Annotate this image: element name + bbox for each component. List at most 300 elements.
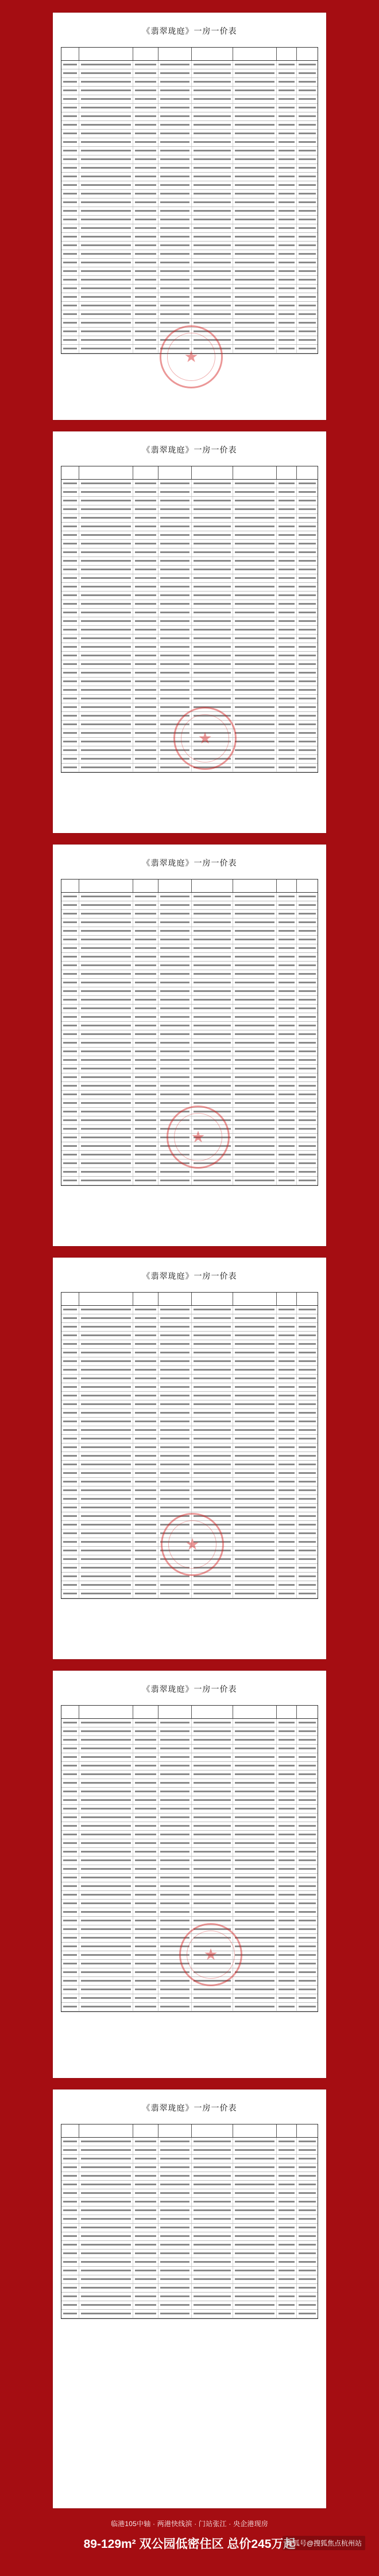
table-cell (158, 1762, 192, 1770)
cell-text-placeholder (160, 1834, 190, 1835)
cell-text-placeholder (279, 1094, 295, 1095)
table-cell (277, 695, 297, 703)
cell-text-placeholder (299, 2149, 316, 2151)
table-row (61, 540, 318, 548)
table-cell (79, 1418, 133, 1426)
table-cell (192, 686, 233, 694)
table-cell (297, 285, 318, 293)
header-cell (61, 466, 79, 479)
cell-text-placeholder (63, 1945, 77, 1947)
table-cell (297, 267, 318, 275)
cell-text-placeholder (63, 1429, 77, 1431)
cell-text-placeholder (81, 2287, 131, 2289)
header-cell (277, 1293, 297, 1305)
cell-text-placeholder (63, 210, 77, 212)
cell-text-placeholder (135, 1137, 157, 1138)
cell-text-placeholder (63, 1438, 77, 1439)
cell-text-placeholder (279, 603, 295, 605)
cell-text-placeholder (279, 1928, 295, 1930)
cell-text-placeholder (299, 1128, 316, 1130)
table-cell (233, 1108, 277, 1116)
cell-text-placeholder (63, 1489, 77, 1491)
cell-text-placeholder (299, 1868, 316, 1870)
cell-text-placeholder (63, 1558, 77, 1560)
cell-text-placeholder (81, 560, 131, 562)
table-cell (79, 1822, 133, 1830)
cell-text-placeholder (235, 663, 274, 665)
table-cell (61, 1375, 79, 1383)
table-cell (192, 1073, 233, 1081)
table-cell (61, 1426, 79, 1434)
cell-text-placeholder (279, 2287, 295, 2289)
cell-text-placeholder (135, 569, 157, 570)
cell-text-placeholder (235, 227, 274, 229)
table-cell (79, 319, 133, 327)
cell-text-placeholder (63, 1584, 77, 1586)
cell-text-placeholder (235, 1868, 274, 1870)
table-cell (133, 1487, 159, 1495)
cell-text-placeholder (160, 569, 190, 570)
table-cell (158, 1891, 192, 1899)
table-cell (192, 1882, 233, 1890)
cell-text-placeholder (160, 2141, 190, 2142)
table-cell (297, 2138, 318, 2146)
cell-text-placeholder (299, 107, 316, 108)
cell-text-placeholder (135, 2227, 157, 2228)
table-cell (79, 138, 133, 146)
table-cell (79, 1159, 133, 1168)
table-cell (277, 1581, 297, 1589)
table-row (61, 2172, 318, 2181)
cell-text-placeholder (160, 1033, 190, 1035)
table-cell (277, 635, 297, 643)
table-cell (79, 130, 133, 138)
table-cell (192, 531, 233, 539)
table-row (61, 1418, 318, 1426)
table-row (61, 936, 318, 944)
table-cell (233, 1392, 277, 1400)
table-cell (158, 224, 192, 232)
table-cell (158, 970, 192, 978)
cell-text-placeholder (135, 72, 157, 74)
table-cell (297, 1831, 318, 1839)
cell-text-placeholder (135, 1050, 157, 1052)
table-cell (61, 1839, 79, 1847)
cell-text-placeholder (194, 896, 230, 897)
cell-text-placeholder (299, 534, 316, 536)
cell-text-placeholder (279, 921, 295, 923)
cell-text-placeholder (194, 1739, 230, 1741)
cell-text-placeholder (63, 560, 77, 562)
cell-text-placeholder (279, 1894, 295, 1896)
table-row (61, 173, 318, 181)
table-cell (233, 1168, 277, 1176)
cell-text-placeholder (81, 999, 131, 1001)
cell-text-placeholder (63, 1765, 77, 1766)
cell-text-placeholder (279, 1945, 295, 1947)
table-cell (233, 1839, 277, 1847)
table-cell (297, 69, 318, 77)
table-cell (297, 1521, 318, 1529)
header-cell (297, 48, 318, 60)
table-cell (297, 1159, 318, 1168)
table-cell (61, 996, 79, 1004)
cell-text-placeholder (279, 150, 295, 151)
cell-text-placeholder (135, 2184, 157, 2185)
table-cell (277, 566, 297, 574)
seal-stamp (179, 1923, 242, 1986)
cell-text-placeholder (194, 1412, 230, 1414)
cell-text-placeholder (135, 1403, 157, 1405)
cell-text-placeholder (160, 913, 190, 915)
cell-text-placeholder (81, 1068, 131, 1069)
table-cell (61, 1504, 79, 1512)
cell-text-placeholder (135, 973, 157, 975)
table-cell (297, 721, 318, 729)
cell-text-placeholder (194, 2304, 230, 2306)
table-cell (79, 488, 133, 496)
cell-text-placeholder (235, 990, 274, 992)
table-cell (233, 1366, 277, 1374)
table-cell (158, 574, 192, 582)
table-cell (79, 1177, 133, 1185)
table-cell (61, 1116, 79, 1124)
table-cell (233, 1435, 277, 1443)
table-cell (133, 1814, 159, 1822)
table-cell (277, 583, 297, 591)
cell-text-placeholder (81, 689, 131, 691)
table-cell (277, 1538, 297, 1546)
cell-text-placeholder (279, 655, 295, 656)
table-cell (297, 1332, 318, 1340)
table-cell (133, 1538, 159, 1546)
table-cell (79, 1925, 133, 1933)
table-cell (297, 1142, 318, 1150)
table-cell (79, 643, 133, 651)
header-cell (277, 48, 297, 60)
cell-text-placeholder (194, 956, 230, 958)
cell-text-placeholder (279, 1541, 295, 1543)
table-cell (158, 1865, 192, 1873)
table-cell (79, 181, 133, 189)
table-cell (158, 1822, 192, 1830)
cell-text-placeholder (299, 158, 316, 160)
cell-text-placeholder (235, 107, 274, 108)
table-cell (297, 242, 318, 250)
cell-text-placeholder (194, 930, 230, 932)
cell-text-placeholder (63, 1472, 77, 1474)
table-cell (79, 310, 133, 318)
table-cell (79, 2310, 133, 2318)
cell-text-placeholder (63, 1317, 77, 1319)
cell-text-placeholder (160, 698, 190, 699)
seal-star-icon: ★ (184, 348, 199, 365)
cell-text-placeholder (235, 2209, 274, 2211)
cell-text-placeholder (194, 167, 230, 169)
cell-text-placeholder (160, 586, 190, 587)
table-cell (79, 2163, 133, 2172)
cell-text-placeholder (160, 1722, 190, 1723)
table-cell (61, 2198, 79, 2206)
table-cell (79, 1099, 133, 1107)
cell-text-placeholder (299, 1162, 316, 1164)
table-cell (158, 893, 192, 901)
table-cell (133, 2189, 159, 2197)
cell-text-placeholder (279, 253, 295, 255)
table-cell (192, 652, 233, 660)
cell-text-placeholder (135, 1902, 157, 1904)
table-row (61, 2155, 318, 2163)
cell-text-placeholder (299, 1954, 316, 1956)
cell-text-placeholder (299, 1429, 316, 1431)
cell-text-placeholder (299, 543, 316, 544)
cell-text-placeholder (279, 2313, 295, 2314)
cell-text-placeholder (160, 973, 190, 975)
table-cell (133, 1762, 159, 1770)
table-cell (277, 643, 297, 651)
table-cell (79, 953, 133, 961)
header-cell (192, 466, 233, 479)
cell-text-placeholder (135, 1773, 157, 1775)
cell-text-placeholder (135, 766, 157, 768)
table-cell (133, 910, 159, 918)
table-row (61, 1770, 318, 1779)
cell-text-placeholder (235, 921, 274, 923)
table-cell (158, 540, 192, 548)
table-cell (133, 199, 159, 207)
table-cell (297, 336, 318, 344)
table-cell (61, 233, 79, 241)
table-cell (133, 1400, 159, 1408)
table-cell (133, 686, 159, 694)
cell-text-placeholder (235, 655, 274, 656)
table-cell (61, 1770, 79, 1779)
table-cell (61, 1357, 79, 1365)
cell-text-placeholder (194, 1102, 230, 1104)
table-cell (192, 310, 233, 318)
table-cell (79, 609, 133, 617)
table-cell (61, 259, 79, 267)
table-cell (133, 901, 159, 909)
cell-text-placeholder (135, 758, 157, 760)
table-cell (61, 267, 79, 275)
cell-text-placeholder (299, 947, 316, 949)
price-sheet-6 (53, 2089, 326, 2508)
table-cell (158, 155, 192, 164)
cell-text-placeholder (194, 1808, 230, 1810)
table-cell (233, 1357, 277, 1365)
cell-text-placeholder (81, 715, 131, 717)
cell-text-placeholder (81, 2295, 131, 2297)
cell-text-placeholder (279, 193, 295, 194)
cell-text-placeholder (63, 896, 77, 897)
cell-text-placeholder (81, 2261, 131, 2263)
cell-text-placeholder (279, 81, 295, 83)
cell-text-placeholder (63, 500, 77, 501)
table-cell (233, 1443, 277, 1452)
table-cell (277, 936, 297, 944)
table-cell (233, 1994, 277, 2002)
table-row (61, 566, 318, 574)
cell-text-placeholder (63, 1885, 77, 1887)
table-cell (158, 1874, 192, 1882)
table-cell (133, 1573, 159, 1581)
cell-text-placeholder (81, 1111, 131, 1112)
table-cell (297, 755, 318, 763)
cell-text-placeholder (235, 1894, 274, 1896)
cell-text-placeholder (299, 1816, 316, 1818)
table-cell (158, 1917, 192, 1925)
table-cell (158, 1400, 192, 1408)
cell-text-placeholder (63, 1782, 77, 1784)
table-cell (79, 1056, 133, 1064)
table-cell (277, 1839, 297, 1847)
cell-text-placeholder (63, 81, 77, 83)
cell-text-placeholder (135, 1386, 157, 1388)
cell-text-placeholder (160, 1360, 190, 1362)
cell-text-placeholder (81, 227, 131, 229)
cell-text-placeholder (279, 158, 295, 160)
cell-text-placeholder (279, 706, 295, 708)
cell-text-placeholder (81, 1085, 131, 1087)
table-cell (133, 1073, 159, 1081)
cell-text-placeholder (81, 1541, 131, 1543)
cell-text-placeholder (63, 982, 77, 983)
cell-text-placeholder (299, 313, 316, 315)
table-row (61, 2138, 318, 2146)
cell-text-placeholder (81, 1137, 131, 1138)
cell-text-placeholder (279, 973, 295, 975)
table-cell (297, 1822, 318, 1830)
cell-text-placeholder (194, 569, 230, 570)
cell-text-placeholder (81, 2006, 131, 2007)
table-cell (158, 686, 192, 694)
cell-text-placeholder (63, 133, 77, 134)
table-cell (158, 121, 192, 129)
cell-text-placeholder (135, 1825, 157, 1827)
cell-text-placeholder (160, 1980, 190, 1982)
header-cell (158, 466, 192, 479)
cell-text-placeholder (63, 1791, 77, 1792)
table-cell (277, 2155, 297, 2163)
cell-text-placeholder (299, 1877, 316, 1878)
table-cell (233, 1831, 277, 1839)
table-cell (133, 729, 159, 737)
cell-text-placeholder (235, 1834, 274, 1835)
cell-text-placeholder (299, 2209, 316, 2211)
table-cell (79, 1495, 133, 1503)
table-cell (133, 1796, 159, 1804)
table-cell (192, 1426, 233, 1434)
cell-text-placeholder (235, 1119, 274, 1121)
table-cell (192, 970, 233, 978)
cell-text-placeholder (63, 1042, 77, 1044)
table-cell (133, 652, 159, 660)
cell-text-placeholder (160, 706, 190, 708)
table-cell (61, 600, 79, 608)
header-cell (79, 1293, 133, 1305)
table-cell (133, 345, 159, 353)
cell-text-placeholder (279, 1980, 295, 1982)
cell-text-placeholder (160, 646, 190, 648)
table-cell (233, 2163, 277, 2172)
cell-text-placeholder (299, 1963, 316, 1964)
table-cell (133, 1435, 159, 1443)
table-cell (79, 1005, 133, 1013)
table-cell (61, 1323, 79, 1331)
table-cell (233, 626, 277, 634)
cell-text-placeholder (299, 1515, 316, 1517)
table-cell (192, 1366, 233, 1374)
cell-text-placeholder (279, 1524, 295, 1526)
cell-text-placeholder (279, 1722, 295, 1723)
table-cell (297, 199, 318, 207)
table-row (61, 669, 318, 678)
cell-text-placeholder (279, 1421, 295, 1422)
table-cell (79, 746, 133, 754)
cell-text-placeholder (63, 672, 77, 674)
table-cell (233, 1530, 277, 1538)
cell-text-placeholder (235, 698, 274, 699)
cell-text-placeholder (160, 999, 190, 1001)
cell-text-placeholder (135, 500, 157, 501)
table-cell (233, 746, 277, 754)
cell-text-placeholder (135, 1507, 157, 1508)
table-cell (158, 703, 192, 711)
table-cell (297, 1013, 318, 1021)
cell-text-placeholder (160, 1902, 190, 1904)
table-cell (61, 1865, 79, 1873)
cell-text-placeholder (63, 1730, 77, 1732)
cell-text-placeholder (63, 1033, 77, 1035)
cell-text-placeholder (135, 1997, 157, 1999)
table-cell (133, 1736, 159, 1744)
cell-text-placeholder (194, 2287, 230, 2289)
cell-text-placeholder (279, 2227, 295, 2228)
cell-text-placeholder (299, 2313, 316, 2314)
table-cell (233, 173, 277, 181)
cell-text-placeholder (160, 141, 190, 143)
table-cell (297, 1874, 318, 1882)
cell-text-placeholder (235, 313, 274, 315)
cell-text-placeholder (279, 982, 295, 983)
cell-text-placeholder (81, 1145, 131, 1147)
table-cell (192, 1736, 233, 1744)
table-cell (158, 112, 192, 120)
table-cell (133, 224, 159, 232)
cell-text-placeholder (63, 1954, 77, 1956)
cell-text-placeholder (160, 1799, 190, 1801)
cell-text-placeholder (299, 2295, 316, 2297)
table-cell (61, 609, 79, 617)
table-cell (158, 1332, 192, 1340)
header-cell (158, 880, 192, 892)
table-cell (158, 1831, 192, 1839)
cell-text-placeholder (299, 1834, 316, 1835)
table-cell (297, 1555, 318, 1563)
table-cell (79, 1332, 133, 1340)
cell-text-placeholder (63, 1842, 77, 1844)
table-row (61, 1874, 318, 1882)
cell-text-placeholder (135, 1756, 157, 1758)
table-row (61, 147, 318, 155)
table-cell (133, 1116, 159, 1124)
table-cell (158, 626, 192, 634)
cell-text-placeholder (194, 2261, 230, 2263)
cell-text-placeholder (160, 270, 190, 272)
cell-text-placeholder (299, 973, 316, 975)
table-cell (233, 996, 277, 1004)
